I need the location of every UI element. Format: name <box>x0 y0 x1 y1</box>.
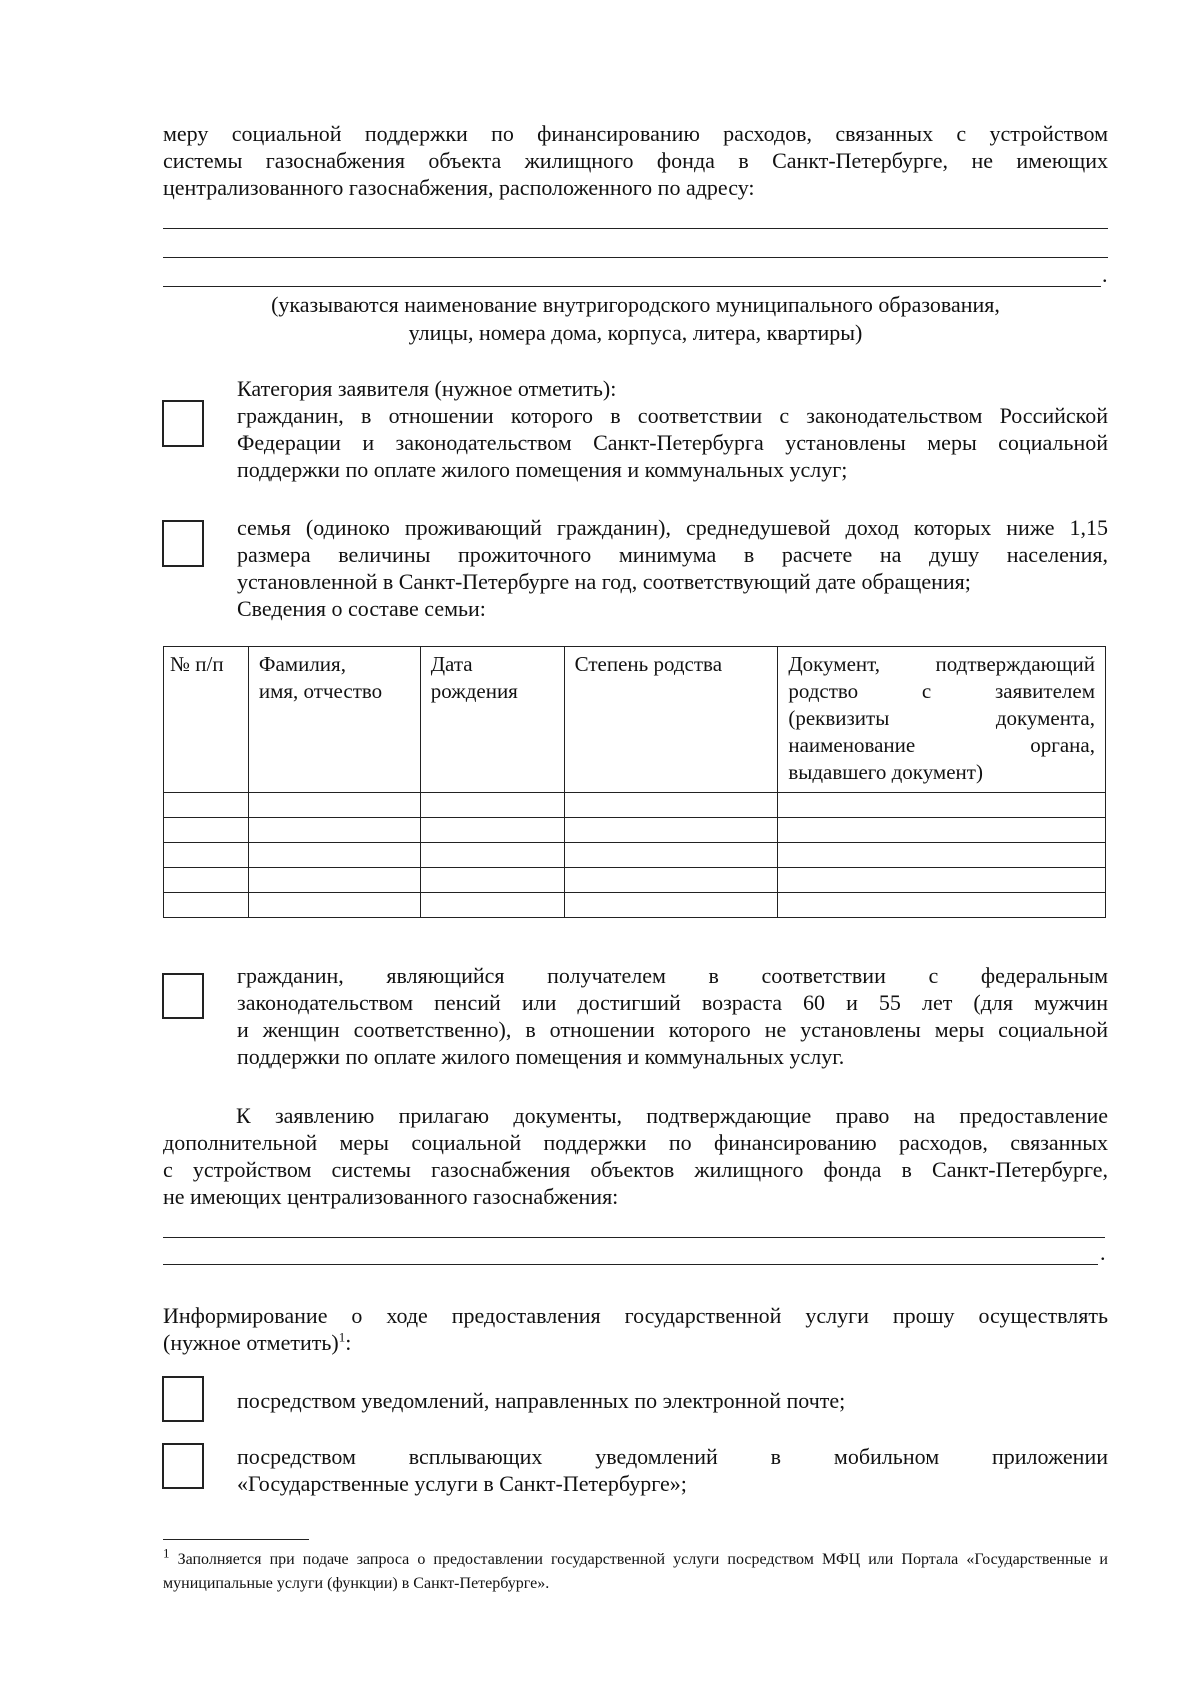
table-cell[interactable] <box>248 793 420 818</box>
table-cell[interactable] <box>164 893 249 918</box>
category-option3-checkbox[interactable] <box>162 973 204 1019</box>
informing-line <box>163 1329 1108 1356</box>
option-line: установленной в Санкт-Петербурге на год, соответствующий дате обращения; <box>237 569 971 594</box>
table-cell[interactable] <box>564 818 778 843</box>
table-cell[interactable] <box>248 818 420 843</box>
table-cell[interactable] <box>564 843 778 868</box>
informing-paragraph <box>163 1302 1108 1356</box>
option-line: законодательством пенсий или достигший возраста 60 и 55 лет (для мужчин <box>237 990 1108 1015</box>
table-cell[interactable] <box>778 868 1106 893</box>
intro-line: централизованного газоснабжения, расположенного по адресу: <box>163 175 755 200</box>
category-option1-text <box>237 402 1108 483</box>
footnote-text: Заполняется при подаче запроса о предоставлении государственной услуги посредством МФЦ или Портала «Государственные и муниципальные услуги (функции) в Санкт-Петербурге». <box>163 1551 1108 1592</box>
category-option1-checkbox[interactable] <box>162 400 204 447</box>
table-cell[interactable] <box>564 893 778 918</box>
header-num: № п/п <box>164 647 249 793</box>
informing-line: Информирование о ходе предоставления государственной услуги прошу осуществлять <box>163 1303 1108 1328</box>
notify-mobile-line: «Государственные услуги в Санкт-Петербурге»; <box>237 1471 687 1496</box>
table-cell[interactable] <box>778 893 1106 918</box>
option-line: поддержки по оплате жилого помещения и коммунальных услуг. <box>237 1044 845 1069</box>
notify-mobile-label <box>237 1443 1108 1497</box>
table-cell[interactable] <box>248 868 420 893</box>
header-name: Фамилия, имя, отчество <box>248 647 420 793</box>
table-cell[interactable] <box>420 843 564 868</box>
address-end-dot: . <box>1102 262 1108 287</box>
address-caption-line: улицы, номера дома, корпуса, литера, квартиры) <box>408 320 863 345</box>
address-caption <box>163 291 1108 347</box>
category-option3-text <box>237 962 1108 1070</box>
option-line: семья (одиноко проживающий гражданин), среднедушевой доход которых ниже 1,15 <box>237 515 1108 540</box>
intro-paragraph <box>163 120 1108 201</box>
address-blank-line[interactable] <box>163 228 1108 229</box>
table-row <box>164 793 1106 818</box>
table-cell[interactable] <box>564 793 778 818</box>
footnote-ref[interactable]: 1 <box>338 1329 346 1345</box>
table-cell[interactable] <box>164 818 249 843</box>
header-document: Документ, подтверждающий родство с заявителем (реквизиты документа, наименование органа, выдавшего документ) <box>778 647 1106 793</box>
table-cell[interactable] <box>564 868 778 893</box>
family-composition-table <box>163 646 1106 918</box>
footnote-mark: 1 <box>163 1545 170 1561</box>
option-line: поддержки по оплате жилого помещения и коммунальных услуг; <box>237 457 848 482</box>
address-caption-line: (указываются наименование внутригородского муниципального образования, <box>271 292 1000 317</box>
attachments-end-dot: . <box>1100 1240 1106 1265</box>
table-cell[interactable] <box>248 893 420 918</box>
table-cell[interactable] <box>164 868 249 893</box>
footnote <box>163 1545 1108 1596</box>
category-option2-text <box>237 514 1108 622</box>
category-heading: Категория заявителя (нужное отметить): <box>237 376 617 401</box>
attachments-blank-line[interactable] <box>163 1237 1105 1238</box>
attachments-blank-line[interactable] <box>163 1264 1098 1265</box>
address-blank-line[interactable] <box>163 257 1108 258</box>
table-cell[interactable] <box>420 818 564 843</box>
header-dob: Дата рождения <box>420 647 564 793</box>
table-row <box>164 843 1106 868</box>
table-cell[interactable] <box>164 843 249 868</box>
table-cell[interactable] <box>778 793 1106 818</box>
table-cell[interactable] <box>420 893 564 918</box>
table-row <box>164 868 1106 893</box>
notify-email-label: посредством уведомлений, направленных по электронной почте; <box>237 1388 846 1413</box>
option-line: Федерации и законодательством Санкт-Петербурга установлены меры социальной <box>237 430 1108 455</box>
table-cell[interactable] <box>420 793 564 818</box>
table-row <box>164 818 1106 843</box>
address-blank-line[interactable] <box>163 286 1101 287</box>
attachments-line: К заявлению прилагаю документы, подтверждающие право на предоставление <box>236 1103 1108 1128</box>
family-info-label: Сведения о составе семьи: <box>237 596 486 621</box>
header-relation: Степень родства <box>564 647 778 793</box>
category-option2-checkbox[interactable] <box>162 520 204 567</box>
table-row <box>164 893 1106 918</box>
attachments-line: с устройством системы газоснабжения объектов жилищного фонда в Санкт-Петербурге, <box>163 1157 1108 1182</box>
notify-mobile-checkbox[interactable] <box>162 1443 204 1489</box>
table-cell[interactable] <box>778 843 1106 868</box>
table-cell[interactable] <box>248 843 420 868</box>
notify-email-checkbox[interactable] <box>162 1376 204 1422</box>
option-line: размера величины прожиточного минимума в расчете на душу населения, <box>237 542 1108 567</box>
table-header-row <box>164 647 1106 793</box>
attachments-line: дополнительной меры социальной поддержки по финансированию расходов, связанных <box>163 1130 1108 1155</box>
informing-colon: : <box>345 1330 352 1355</box>
intro-line: системы газоснабжения объекта жилищного фонда в Санкт-Петербурге, не имеющих <box>163 148 1108 173</box>
footnote-separator <box>163 1539 309 1540</box>
table-cell[interactable] <box>164 793 249 818</box>
table-cell[interactable] <box>778 818 1106 843</box>
table-cell[interactable] <box>420 868 564 893</box>
notify-mobile-line: посредством всплывающих уведомлений в мобильном приложении <box>237 1444 1108 1469</box>
informing-line-text: (нужное отметить) <box>163 1330 339 1355</box>
option-line: и женщин соответственно), в отношении которого не установлены меры социальной <box>237 1017 1108 1042</box>
attachments-paragraph <box>163 1102 1108 1210</box>
option-line: гражданин, в отношении которого в соответствии с законодательством Российской <box>237 403 1108 428</box>
option-line: гражданин, являющийся получателем в соответствии с федеральным <box>237 963 1108 988</box>
intro-line: меру социальной поддержки по финансированию расходов, связанных с устройством <box>163 121 1108 146</box>
attachments-line: не имеющих централизованного газоснабжения: <box>163 1184 619 1209</box>
